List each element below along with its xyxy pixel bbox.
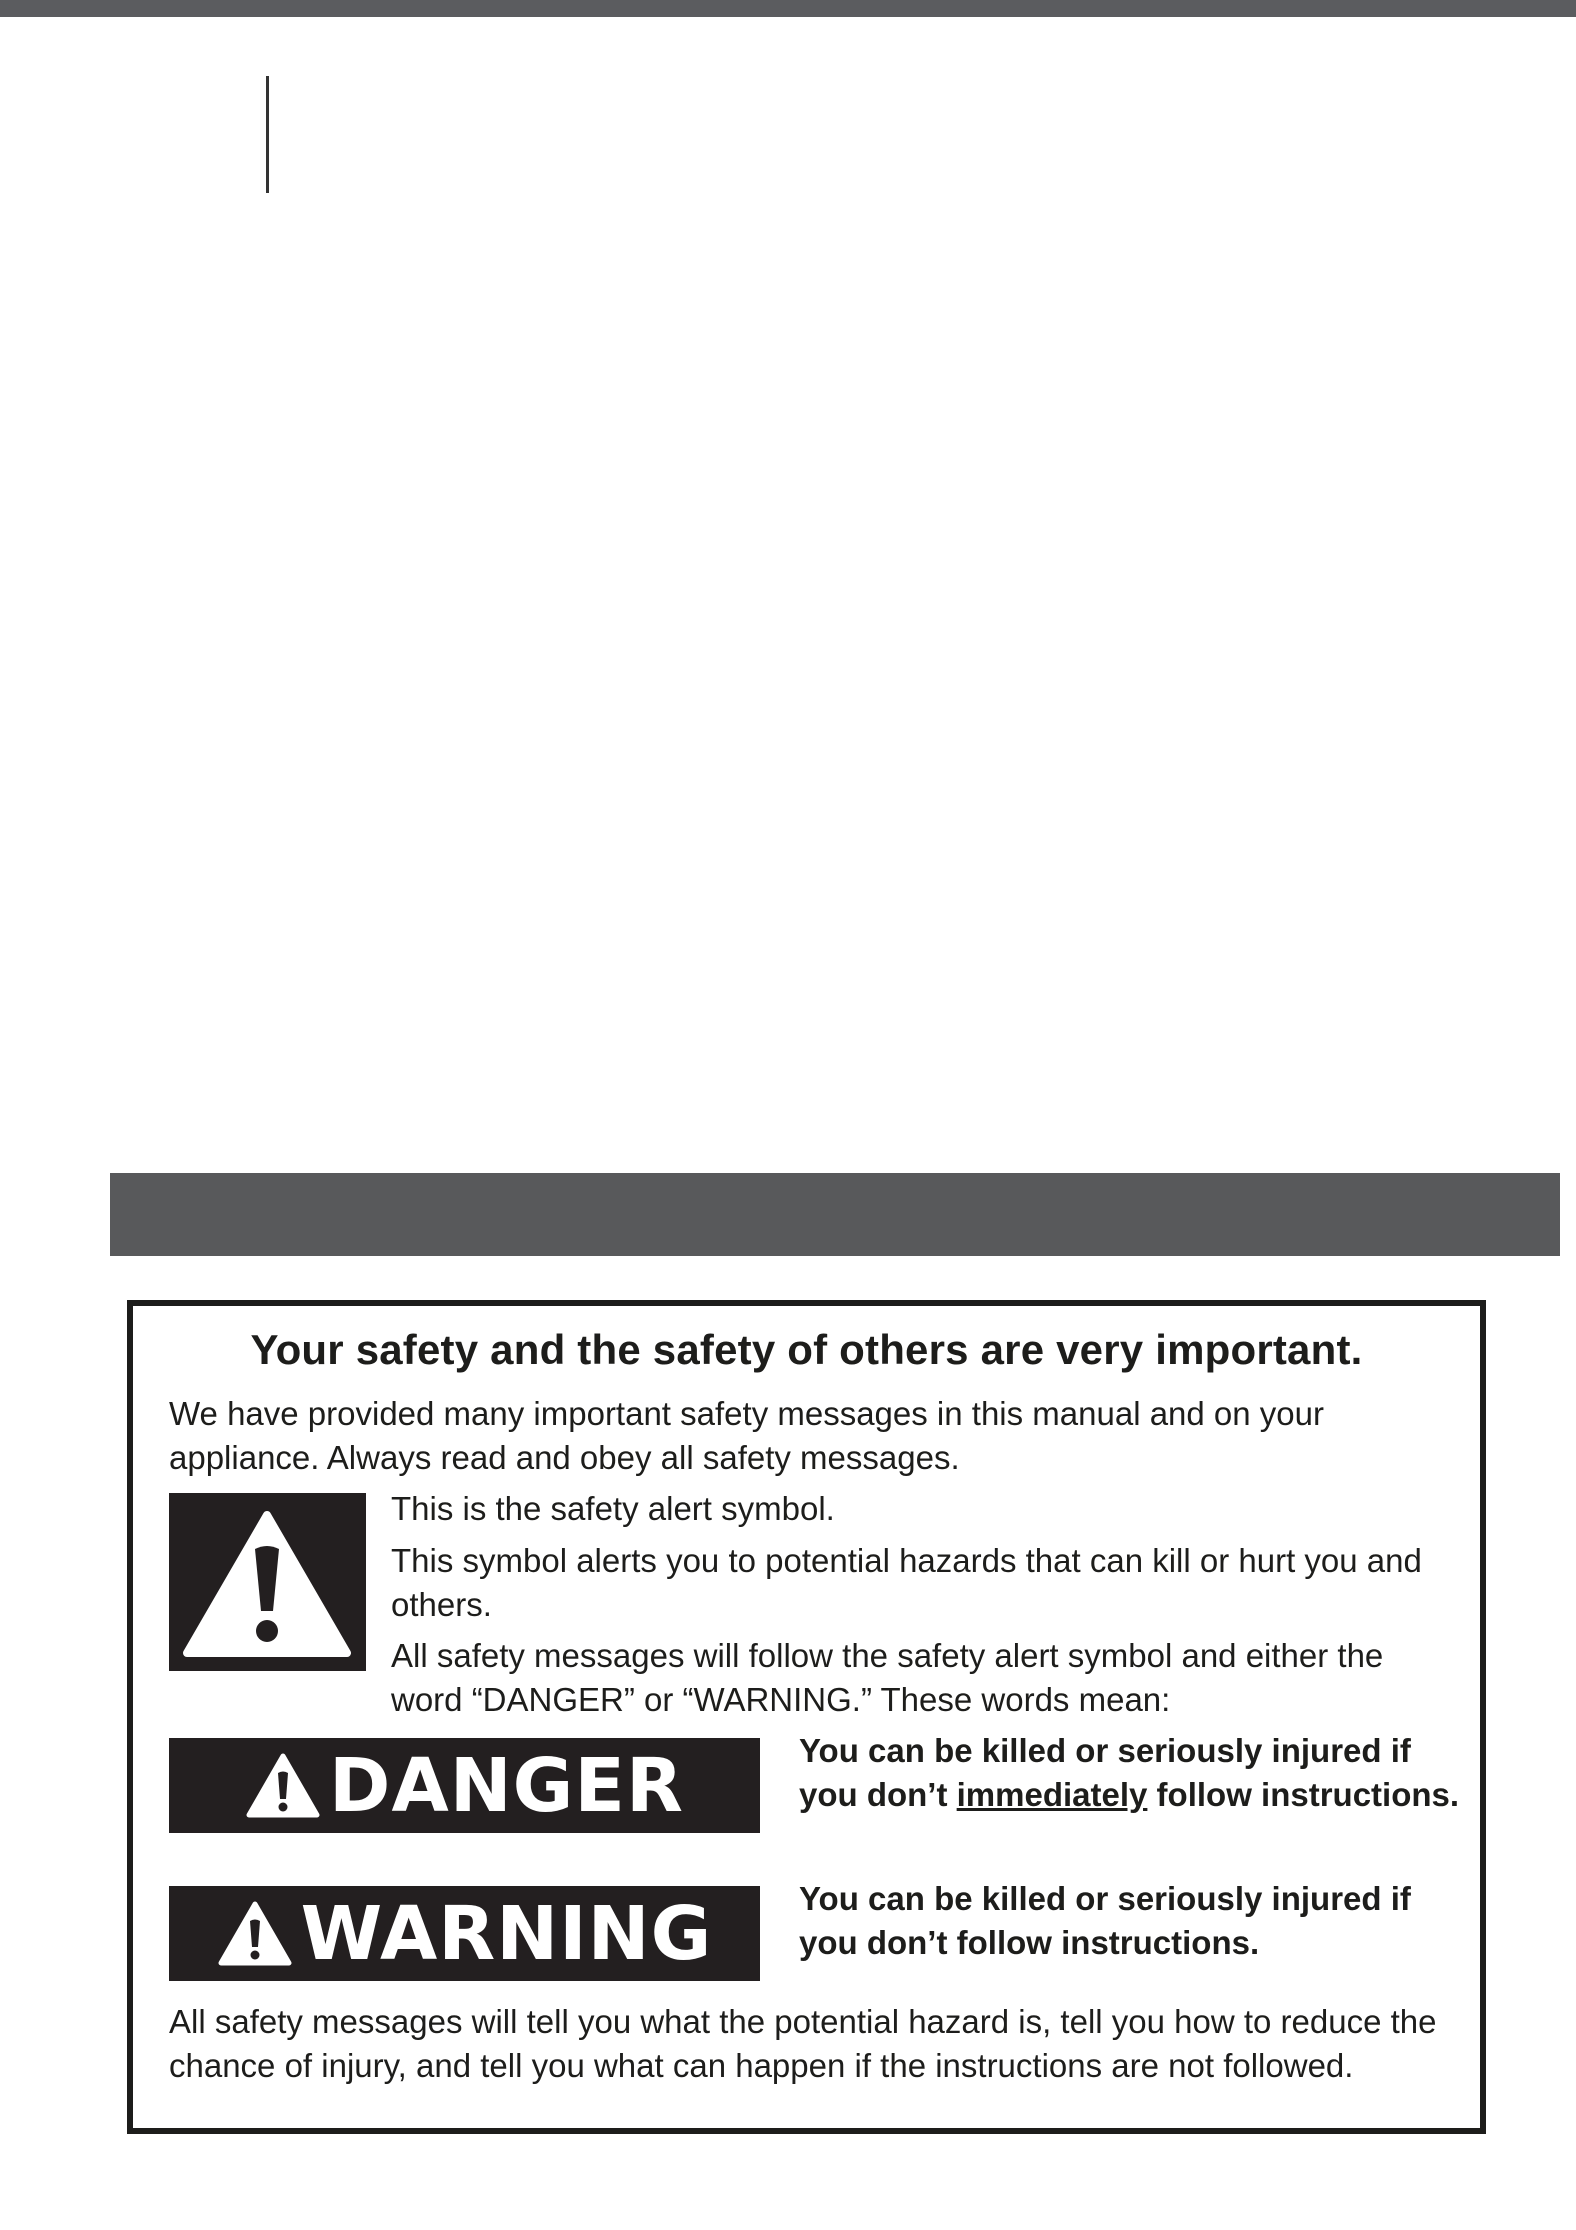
- alert-hazard-line: This symbol alerts you to potential hazards that can kill or hurt you and others.: [391, 1542, 1422, 1623]
- warning-label: WARNING: [300, 1890, 713, 1977]
- danger-signal-banner: [169, 1738, 760, 1833]
- safety-notice-box: [127, 1300, 1486, 2134]
- safety-outro: All safety messages will tell you what the potential hazard is, tell you how to reduce the chance of injury, and tell you what can happen if the instructions are not followed.: [169, 2003, 1437, 2084]
- warning-alert-icon: [217, 1899, 293, 1969]
- safety-headline: Your safety and the safety of others are very important.: [250, 1326, 1363, 1373]
- warning-signal-banner: [169, 1886, 760, 1981]
- safety-alert-icon: [169, 1493, 366, 1671]
- vertical-rule: [266, 76, 269, 193]
- danger-label: DANGER: [329, 1742, 684, 1829]
- alert-symbol-line: This is the safety alert symbol.: [391, 1490, 835, 1527]
- danger-description: You can be killed or seriously injured if you don’t immediately follow instructions.: [799, 1732, 1460, 1813]
- warning-description: You can be killed or seriously injured if you don’t follow instructions.: [799, 1880, 1411, 1961]
- alert-words-line: All safety messages will follow the safety alert symbol and either the word “DANGER” or “WARNING.” These words mean:: [391, 1637, 1384, 1718]
- danger-alert-icon: [245, 1751, 321, 1821]
- section-header-bar: [110, 1173, 1560, 1256]
- safety-intro: We have provided many important safety messages in this manual and on your appliance. Always read and obey all safety messages.: [169, 1395, 1324, 1476]
- top-decorative-strip: [0, 0, 1576, 17]
